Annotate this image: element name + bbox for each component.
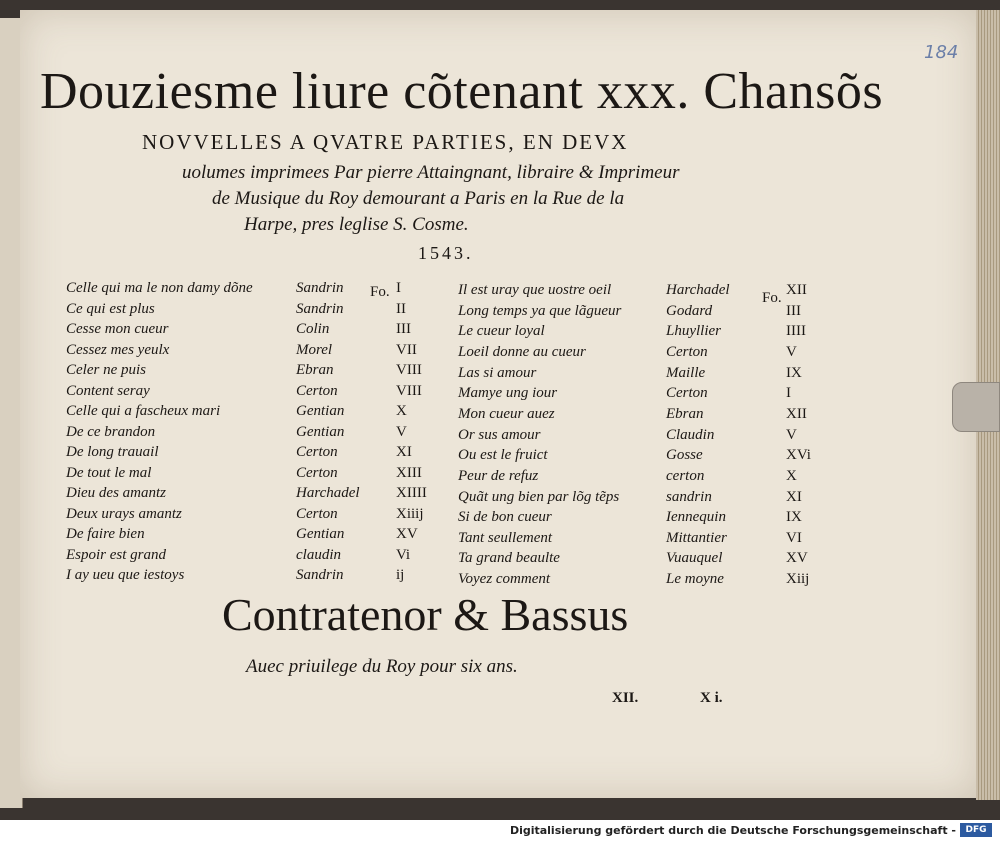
chanson-folio: VIII — [396, 362, 422, 378]
chanson-folio: I — [786, 385, 791, 402]
chanson-composer: Maille — [666, 364, 706, 381]
chanson-row — [458, 405, 807, 426]
chanson-row — [66, 382, 422, 403]
chanson-composer: Mittantier — [666, 529, 727, 546]
chanson-folio: ij — [396, 567, 405, 583]
chanson-composer: sandrin — [666, 488, 712, 505]
chanson-row — [66, 505, 424, 526]
chanson-composer: Certon — [296, 382, 338, 399]
chanson-row — [66, 341, 417, 362]
chanson-title: De tout le mal — [66, 464, 152, 481]
chanson-composer: Certon — [666, 385, 708, 402]
imprint-year: 1543. — [418, 243, 474, 263]
chanson-folio: XI — [786, 488, 802, 505]
chanson-row — [458, 323, 806, 343]
chanson-row — [458, 467, 797, 488]
chanson-folio: X — [396, 403, 407, 419]
chanson-composer: Gosse — [666, 447, 703, 464]
chanson-title: Deux urays amantz — [66, 505, 182, 522]
chanson-composer: Ebran — [296, 362, 334, 378]
chanson-title: Voyez comment — [458, 571, 551, 588]
chanson-folio: Vi — [396, 546, 411, 563]
chanson-row — [66, 567, 405, 587]
chanson-title: Celer ne puis — [66, 362, 146, 378]
chanson-row — [66, 403, 407, 423]
chanson-row — [66, 546, 411, 567]
subtitle-line-1: NOVVELLES A QVATRE PARTIES, EN DEVX — [142, 130, 629, 154]
chanson-row — [66, 464, 422, 485]
chanson-row — [458, 385, 791, 405]
chanson-composer: Sandrin — [296, 280, 344, 296]
chanson-folio: IX — [786, 364, 802, 381]
chanson-title: Or sus amour — [458, 426, 541, 443]
chanson-title: Dieu des amantz — [66, 485, 166, 501]
chanson-title: Ou est le fruict — [458, 447, 548, 464]
chanson-composer: Iennequin — [666, 509, 726, 526]
chanson-folio: X — [786, 467, 797, 484]
subtitle-line-4: Harpe, pres leglise S. Cosme. — [244, 214, 469, 235]
chanson-title: Peur de refuz — [458, 467, 539, 484]
chanson-composer: Claudin — [666, 426, 715, 443]
subtitle-line-2: uolumes imprimees Par pierre Attaingnant, libraire & Imprimeur — [182, 162, 680, 183]
chanson-composer: claudin — [296, 546, 341, 563]
chanson-title: Cesse mon cueur — [66, 321, 169, 337]
chanson-title: Long temps ya que lãgueur — [458, 302, 622, 319]
chanson-folio: Xiij — [786, 571, 810, 588]
chanson-folio: XI — [396, 444, 412, 460]
subtitle-line-3: de Musique du Roy demourant a Paris en la Rue de la — [212, 188, 625, 209]
chanson-folio: V — [786, 343, 797, 360]
chanson-title: Content seray — [66, 382, 150, 399]
chanson-row — [458, 509, 802, 529]
voice-part-title: Contratenor & Bassus — [222, 589, 629, 640]
chanson-composer: Sandrin — [296, 300, 344, 317]
chanson-folio: IX — [786, 509, 802, 526]
chanson-title: Quãt ung bien par lõg tẽps — [458, 488, 620, 505]
chanson-row — [66, 423, 407, 444]
chanson-composer: Lhuyllier — [666, 323, 721, 340]
chanson-composer: Certon — [296, 505, 338, 522]
chanson-row — [458, 488, 802, 509]
chanson-title: Loeil donne au cueur — [458, 343, 586, 360]
chanson-folio: XIIII — [396, 485, 427, 501]
chanson-composer: Godard — [666, 302, 713, 319]
chanson-row — [66, 300, 406, 321]
chanson-row — [458, 364, 802, 385]
chanson-title: Ta grand beaulte — [458, 550, 560, 567]
chanson-folio: VIII — [396, 382, 422, 399]
privilege-note: Auec priuilege du Roy pour six ans. — [246, 656, 518, 677]
chanson-folio: XII — [786, 405, 807, 422]
chanson-row — [66, 485, 427, 505]
chanson-folio: XII — [786, 282, 807, 298]
chanson-composer: Harchadel — [666, 282, 730, 298]
chanson-row — [458, 550, 808, 570]
chanson-title: De faire bien — [66, 526, 145, 542]
chanson-row — [458, 302, 801, 323]
chanson-folio: XV — [786, 550, 808, 567]
chanson-title: Espoir est grand — [66, 546, 167, 563]
chanson-folio: IIII — [786, 323, 806, 340]
chanson-composer: Gentian — [296, 403, 345, 419]
chanson-title: Mamye ung iour — [458, 385, 558, 402]
signature-mark-1: XII. — [612, 690, 639, 706]
chanson-title: Ce qui est plus — [66, 300, 155, 317]
signature-mark-2: X i. — [700, 690, 723, 706]
chanson-title: Celle qui a fascheux mari — [66, 403, 221, 419]
chanson-title: Le cueur loyal — [458, 323, 545, 340]
chanson-folio: VI — [786, 529, 802, 546]
chanson-composer: Ebran — [666, 405, 704, 422]
dfg-logo: DFG — [960, 823, 992, 837]
chanson-folio: VII — [396, 341, 417, 358]
chanson-title: Cessez mes yeulx — [66, 341, 170, 358]
chanson-folio: III — [396, 321, 411, 337]
chanson-composer: Certon — [666, 343, 708, 360]
chanson-composer: Morel — [296, 341, 333, 358]
folio-number: 184 — [924, 42, 959, 63]
chanson-composer: Gentian — [296, 423, 345, 440]
chanson-folio: V — [786, 426, 797, 443]
chanson-title: Mon cueur auez — [458, 405, 555, 422]
chanson-title: Tant seullement — [458, 529, 553, 546]
chanson-row — [66, 321, 411, 341]
chanson-row — [458, 529, 802, 550]
folio-label-right: Fo. — [762, 290, 782, 306]
chanson-row — [66, 444, 412, 464]
chanson-row — [66, 362, 422, 382]
chanson-folio: XIII — [396, 464, 422, 481]
chanson-folio: Xiiij — [396, 505, 424, 522]
book-clip — [952, 382, 1000, 432]
chanson-title: I ay ueu que iestoys — [66, 567, 185, 583]
footer-credit: Digitalisierung gefördert durch die Deutsche Forschungsgemeinschaft - — [509, 824, 956, 837]
chanson-row — [66, 526, 418, 546]
folio-label-left: Fo. — [370, 284, 390, 300]
chanson-composer: certon — [666, 467, 705, 484]
chanson-composer: Le moyne — [666, 571, 724, 588]
chanson-folio: XV — [396, 526, 418, 542]
chanson-composer: Certon — [296, 444, 338, 460]
footer-bar — [0, 820, 1000, 842]
chanson-composer: Colin — [296, 321, 330, 337]
chanson-title: Celle qui ma le non damy dõne — [66, 280, 253, 296]
chanson-composer: Sandrin — [296, 567, 344, 583]
chanson-title: De long trauail — [66, 444, 159, 460]
chanson-title: De ce brandon — [66, 423, 156, 440]
chanson-composer: Harchadel — [296, 485, 360, 501]
chanson-folio: I — [396, 280, 401, 296]
chanson-folio: V — [396, 423, 407, 440]
page-title: Douziesme liure cõtenant xxx. Chansõs — [40, 63, 884, 120]
chanson-title: Si de bon cueur — [458, 509, 552, 526]
chanson-row — [458, 426, 797, 447]
chanson-composer: Gentian — [296, 526, 345, 542]
chanson-folio: XVi — [786, 447, 811, 464]
chanson-title: Las si amour — [458, 364, 537, 381]
chanson-title: Il est uray que uostre oeil — [458, 282, 612, 298]
chanson-folio: III — [786, 302, 801, 319]
chanson-composer: Vuauquel — [666, 550, 723, 567]
chanson-row — [458, 447, 811, 467]
chanson-row — [458, 343, 797, 364]
chanson-composer: Certon — [296, 464, 338, 481]
chanson-folio: II — [396, 300, 406, 317]
